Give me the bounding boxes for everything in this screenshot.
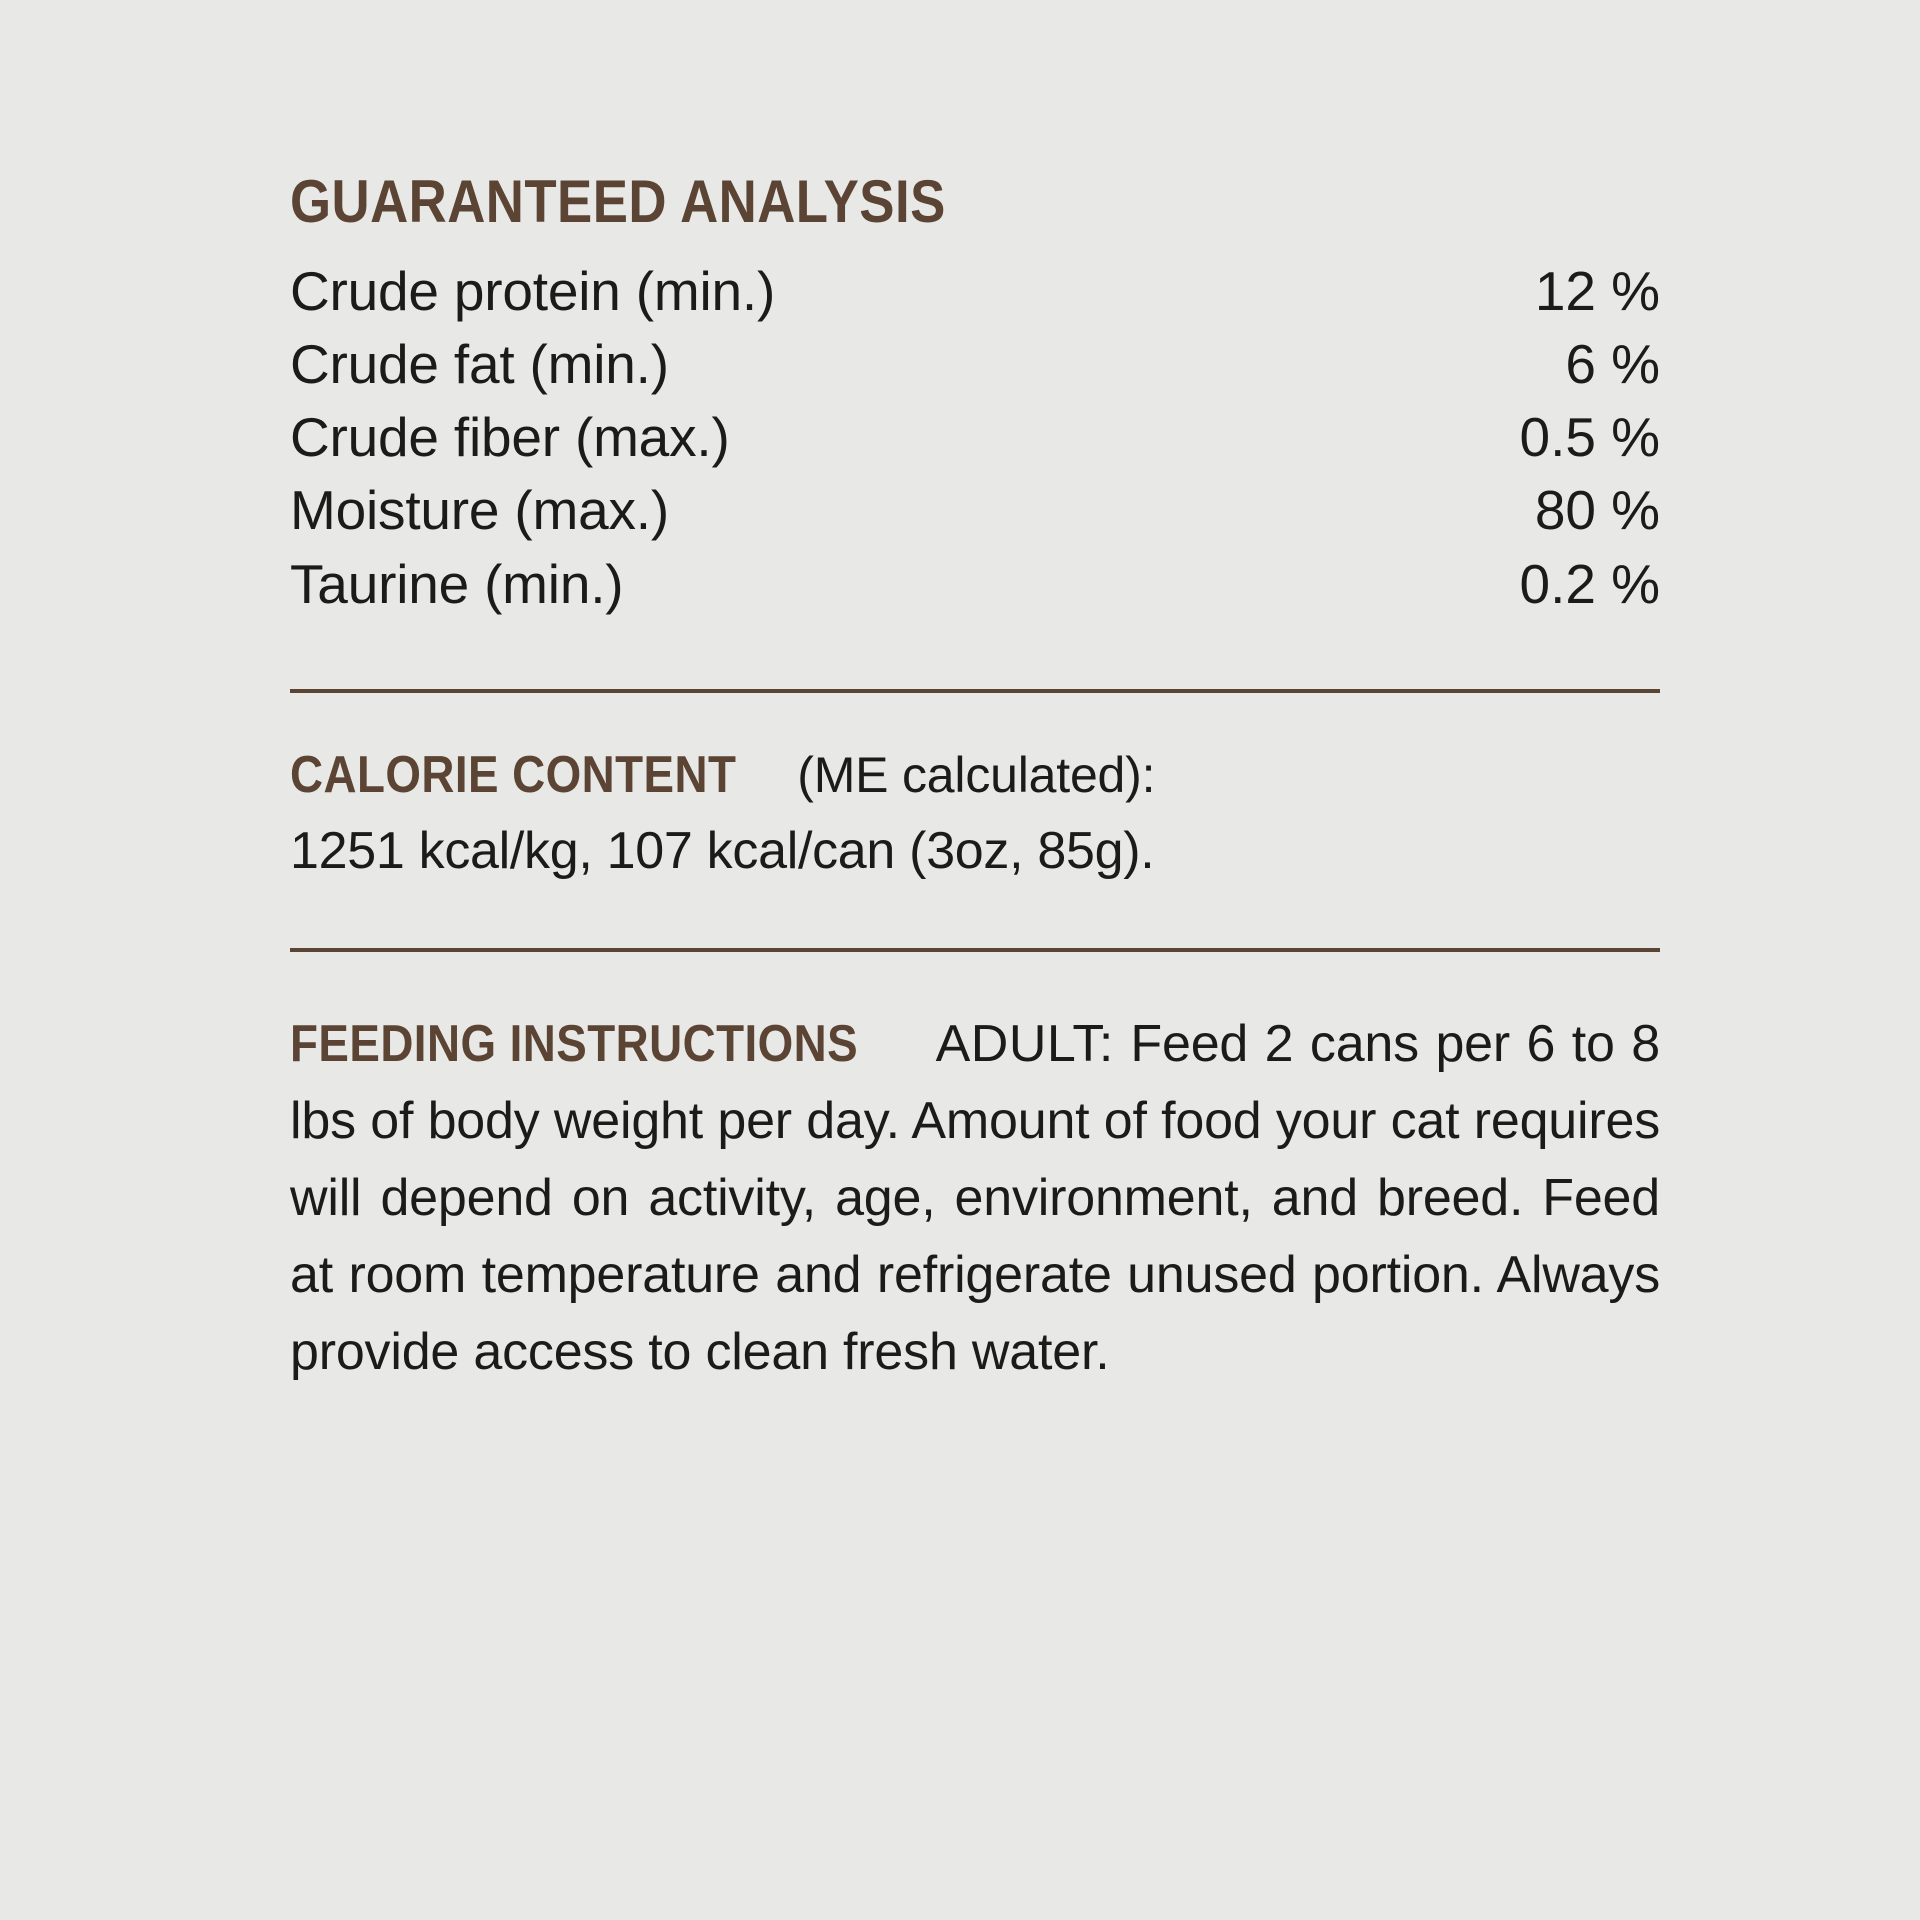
nutrient-unit: % <box>1611 479 1660 542</box>
guaranteed-analysis-heading: GUARANTEED ANALYSIS <box>290 168 946 235</box>
calorie-content-heading: CALORIE CONTENT <box>290 745 737 804</box>
feeding-instructions-section <box>290 1006 1660 1391</box>
nutrient-value: 12 <box>1534 260 1596 322</box>
calorie-content-section <box>290 747 1660 886</box>
table-row <box>290 255 1660 328</box>
nutrient-unit: % <box>1611 260 1660 322</box>
section-divider <box>290 689 1660 693</box>
nutrient-name: Taurine (min.) <box>290 552 624 615</box>
nutrient-value: 0.5 <box>1519 406 1596 469</box>
nutrient-value: 80 <box>1534 479 1596 542</box>
guaranteed-analysis-section <box>290 170 1660 621</box>
feeding-instructions-body: Feed 2 cans per 6 to 8 lbs of body weight per day. Amount of food your cat requires will depend on activity, age, environment, and breed. Feed at room temperature and refrigerate unused portion. Always provide access to clean fresh water. <box>290 1015 1660 1381</box>
nutrient-name: Crude protein (min.) <box>290 260 776 322</box>
table-row <box>290 548 1660 621</box>
table-row <box>290 474 1660 547</box>
table-row <box>290 328 1660 401</box>
pet-food-label <box>290 170 1660 1443</box>
guaranteed-analysis-table <box>290 255 1660 621</box>
nutrient-value: 6 <box>1565 333 1596 396</box>
nutrient-value: 0.2 <box>1519 552 1596 615</box>
nutrient-name: Crude fiber (max.) <box>290 406 730 469</box>
calorie-content-value: 1251 kcal/kg, 107 kcal/can (3oz, 85g). <box>290 821 1155 880</box>
feeding-instructions-heading: FEEDING INSTRUCTIONS <box>290 1015 859 1074</box>
feeding-instructions-paragraph <box>290 1006 1660 1391</box>
nutrient-unit: % <box>1611 333 1660 396</box>
calorie-content-subheading: (ME calculated): <box>797 746 1156 803</box>
nutrient-name: Moisture (max.) <box>290 479 669 542</box>
nutrient-unit: % <box>1611 552 1660 615</box>
nutrient-unit: % <box>1611 406 1660 469</box>
section-divider <box>290 948 1660 952</box>
feeding-instructions-audience: ADULT: <box>935 1015 1114 1074</box>
table-row <box>290 401 1660 474</box>
calorie-content-headline <box>290 747 1660 804</box>
nutrient-name: Crude fat (min.) <box>290 333 669 396</box>
